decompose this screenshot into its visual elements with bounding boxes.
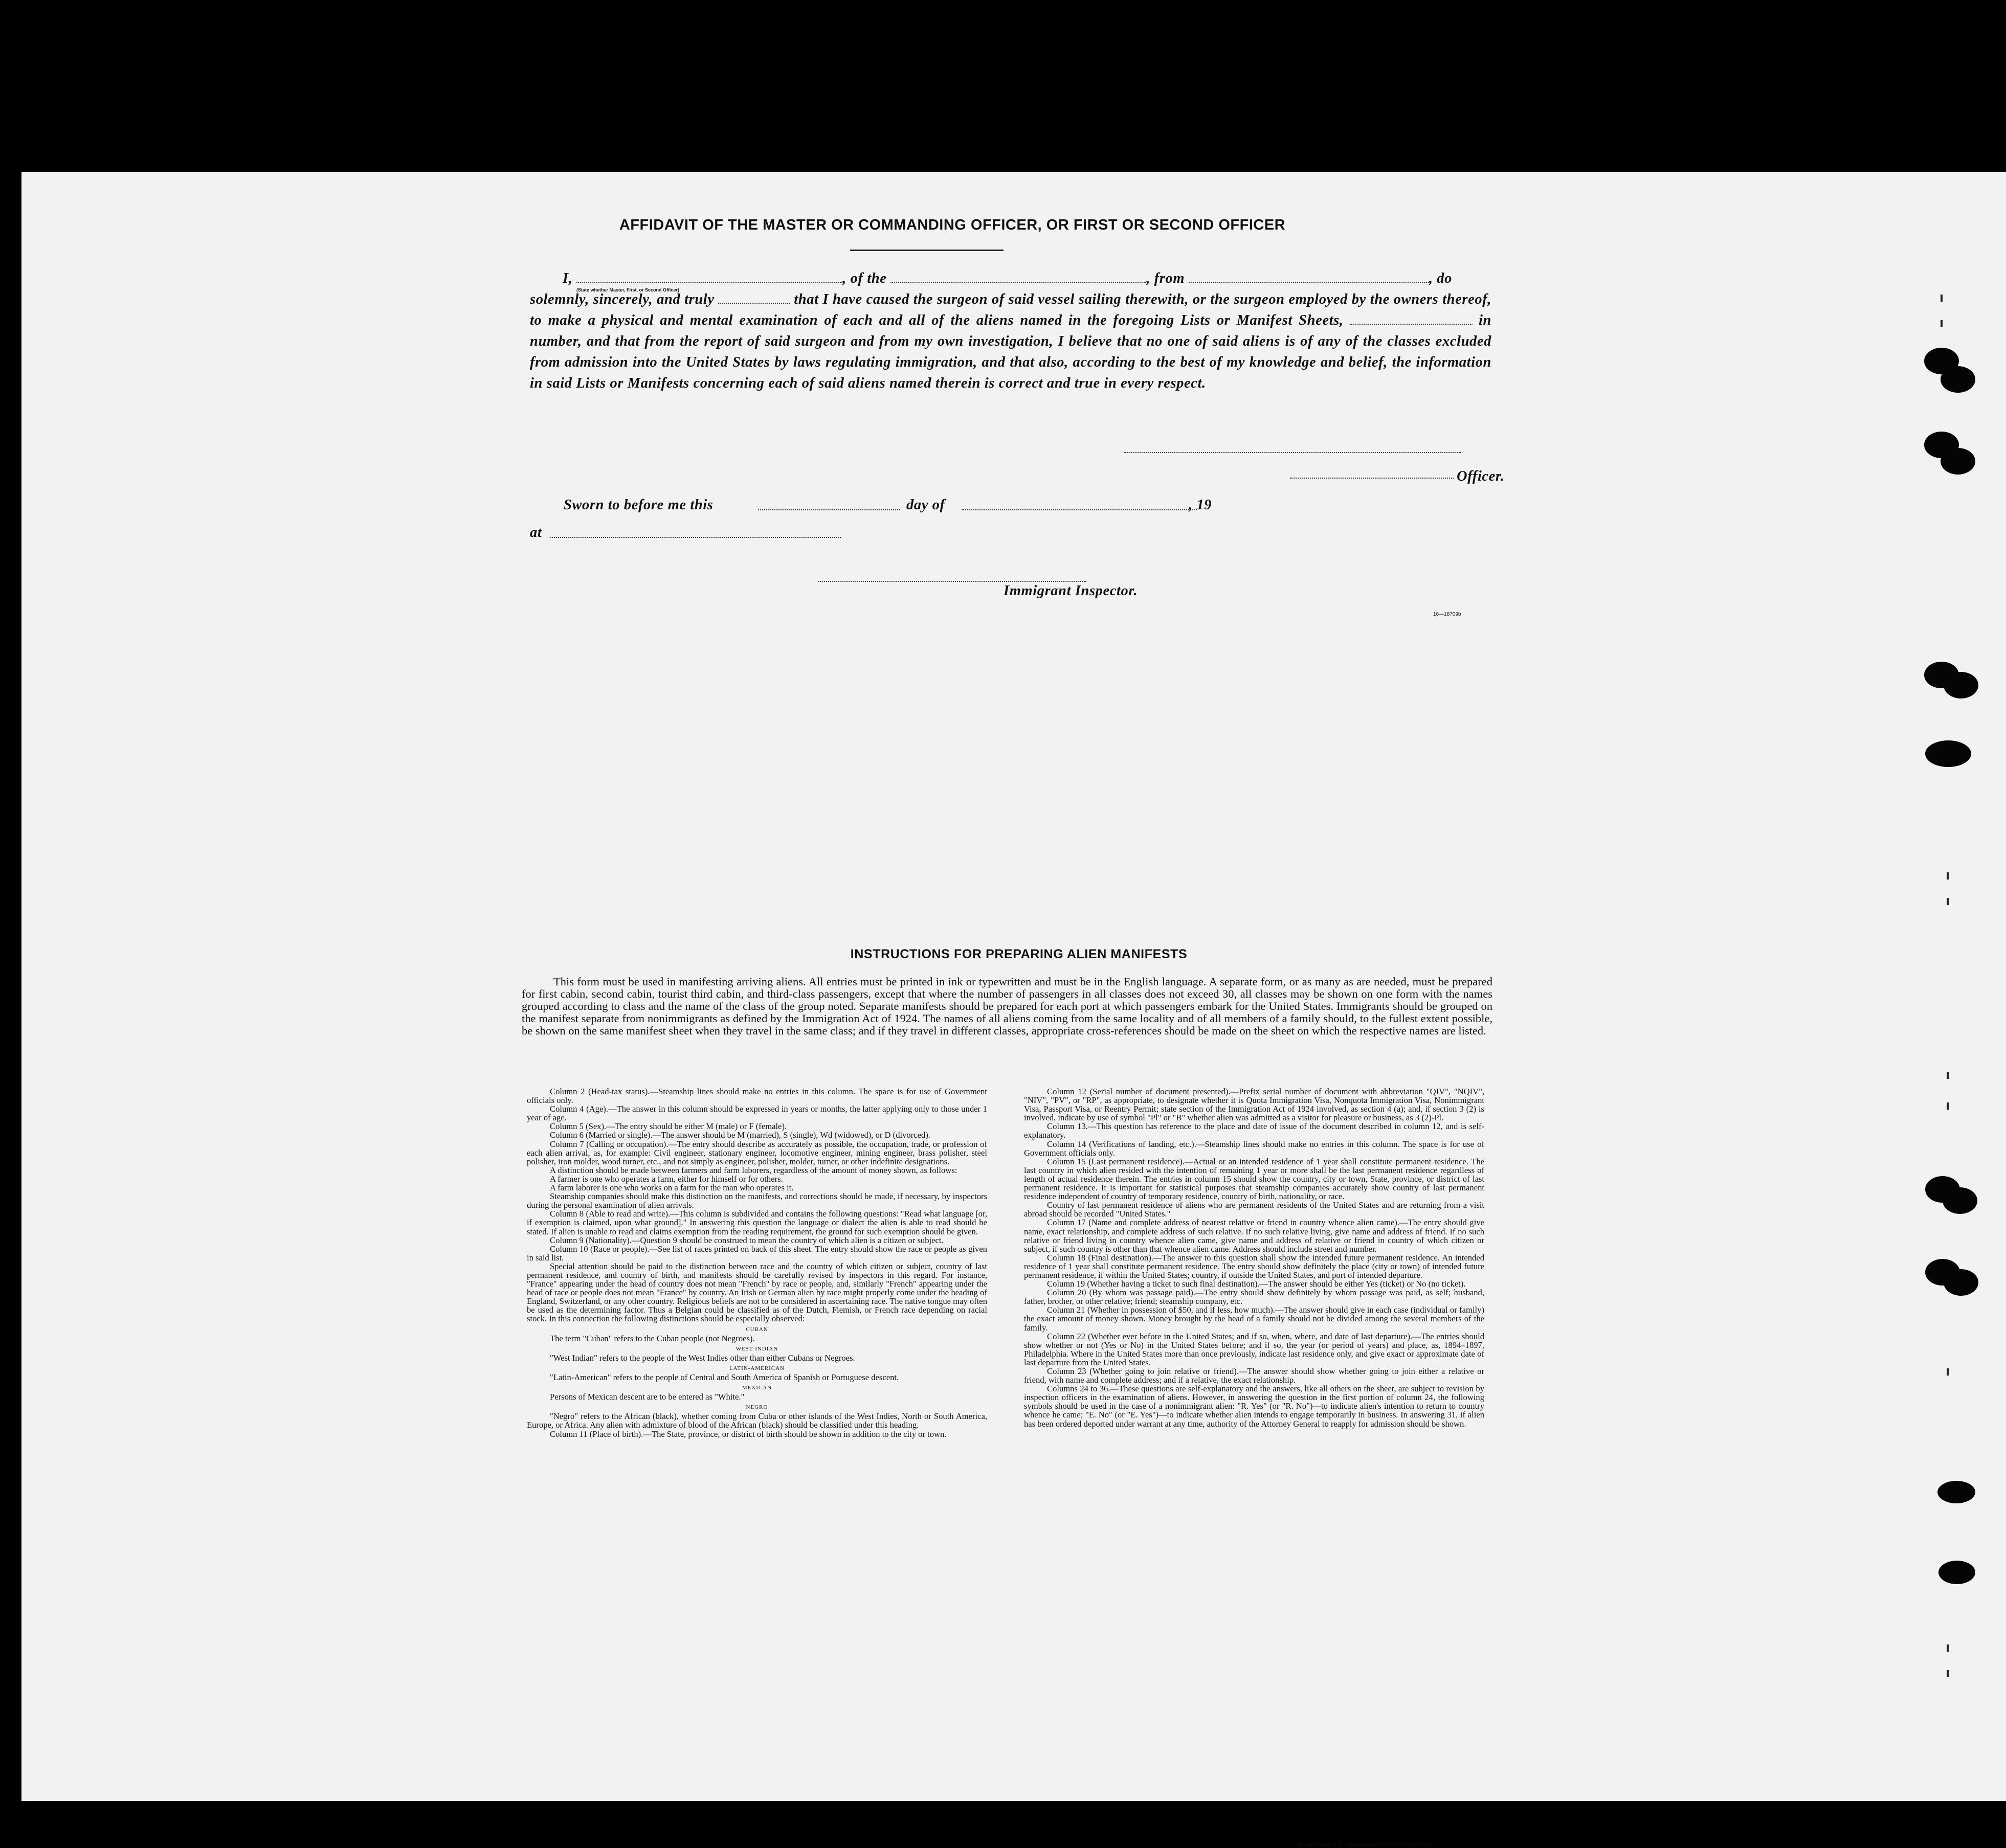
punch-hole xyxy=(1941,448,1975,475)
col6-paragraph: Column 6 (Married or single).—The answer should be M (married), S (single), Wd (widowed), or D (divorced). xyxy=(550,1130,930,1140)
port-from-blank[interactable] xyxy=(1189,271,1429,283)
heading-west-indian: WEST INDIAN xyxy=(735,1345,778,1352)
word-I: I, xyxy=(563,271,573,286)
steamship-distinction-paragraph: Steamship companies should make this distinction on the manifests, and corrections should be made, if necessary, by inspectors during the personal examination of alien arrivals. xyxy=(527,1191,987,1210)
negro-paragraph: "Negro" refers to the African (black), whether coming from Cuba or other islands of the West Indies, North or South America, Europe, or Africa. Any alien with admixture of blood of the African (black) should be classified under this heading. xyxy=(527,1411,987,1430)
col10-paragraph: Column 10 (Race or people).—See list of races printed on back of this sheet. The entry should show the race or people as given in said list. xyxy=(527,1244,987,1263)
inspector-label: Immigrant Inspector. xyxy=(1004,583,1138,599)
vessel-name-blank[interactable] xyxy=(890,271,1146,283)
manifest-sheet xyxy=(21,172,2006,1848)
master-note: (State whether Master, First, or Second Officer) xyxy=(576,287,680,292)
edge-tick xyxy=(1947,898,1949,905)
col2-paragraph: Column 2 (Head-tax status).—Steamship lines should make no entries in this column. The space is for use of Government officials only. xyxy=(527,1087,987,1106)
officer-rank-blank[interactable] xyxy=(576,271,842,283)
oath-form-blank[interactable] xyxy=(718,291,790,304)
affidavit-title: AFFIDAVIT OF THE MASTER OR COMMANDING OFFICER, OR FIRST OR SECOND OFFICER xyxy=(619,217,1286,233)
punch-hole xyxy=(1944,1269,1978,1296)
farmer-definition: A farmer is one who operates a farm, either for himself or for others. xyxy=(550,1174,783,1184)
punch-hole xyxy=(1938,1561,1975,1584)
sworn-day-line[interactable] xyxy=(758,509,900,510)
col12-paragraph: Column 12 (Serial number of document presented).—Prefix serial number of document with abbreviation "QIV", "NQIV", "NIV", "PV", or "RP", as appropriate, to designate whether it is Quota Immigration Visa, Nonquota Immigration Visa, Nonimmigrant Visa, Passport Visa, or Reentry Permit; state section of the Immigration Act of 1924 involved, as section 4 (a); and, if section 3 (2) is involved, indicate by use of symbol "Pl" or "B" whether alien was admitted as a visitor for pleasure or business, as 3 (2)-Pl. xyxy=(1024,1087,1484,1123)
col24-36-paragraph: Columns 24 to 36.—These questions are self-explanatory and the answers, like all others on the sheet, are subject to revision by inspection officers in the examination of aliens. However, in answering the question in the first portion of column 24, the following symbols should be used in the case of a nonimmigrant alien: "R. Yes" (or "R. No")—to indicate alien's intention to return to country whence he came; "E. No" (or "E. Yes")—to indicate whether alien intends to engage temporarily in business. In answering 31, if alien has been ordered deported under warrant at any time, authority of the Attorney General to reapply for admission should be shown. xyxy=(1024,1384,1484,1429)
latin-american-paragraph: "Latin-American" refers to the people of Central and South America of Spanish or Portuguese descent. xyxy=(550,1372,899,1382)
col20-paragraph: Column 20 (By whom was passage paid).—The entry should show definitely by whom passage was paid, as self; husband, father, brother, or other relative; friend; steamship company, etc. xyxy=(1024,1288,1484,1306)
col9-paragraph: Column 9 (Nationality).—Question 9 should be construed to mean the country of which alien is a citizen or subject. xyxy=(550,1235,944,1245)
instructions-right-column xyxy=(1024,1087,1484,1428)
edge-tick xyxy=(1947,1644,1949,1652)
instructions-title: INSTRUCTIONS FOR PREPARING ALIEN MANIFESTS xyxy=(850,947,1188,961)
last-residence-us-paragraph: Country of last permanent residence of aliens who are permanent residents of the United States and are returning from a visit abroad should be recorded "United States." xyxy=(1024,1200,1484,1219)
edge-tick xyxy=(1947,1670,1949,1677)
punch-hole xyxy=(1925,740,1971,767)
col14-paragraph: Column 14 (Verifications of landing, etc.).—Steamship lines should make no entries in this column. The space is for use of Government officials only. xyxy=(1024,1139,1484,1158)
west-indian-paragraph: "West Indian" refers to the people of the West Indies other than either Cubans or Negroes. xyxy=(550,1353,855,1363)
col17-paragraph: Column 17 (Name and complete address of nearest relative or friend in country whence alien came).—The entry should give name, exact relationship, and complete address of such relative. If no such relative living, give name and address of friend. If no such relative or friend living in country whence alien came, give name and address of relative or friend in country of which citizen or subject, if such country is other than that whence alien came. Address should include street and number. xyxy=(1024,1218,1484,1254)
affidavit-text-1: that I have caused the surgeon of said vessel sailing therewith, or the surgeon employed by the owners thereof, to make a physical and mental examination of each and all of the aliens named in the foregoing Lists or Manifest Sheets, xyxy=(530,291,1491,328)
word-of-the: , of the xyxy=(842,271,887,286)
year-label: , 19 xyxy=(1189,497,1212,513)
heading-negro: NEGRO xyxy=(746,1404,768,1411)
edge-tick xyxy=(1941,295,1943,302)
sheet-count-blank[interactable] xyxy=(1350,312,1473,325)
word-solemnly: solemnly, sincerely, and truly xyxy=(530,291,715,307)
affidavit-text-2: in number, and that from the report of said surgeon and from my own investigation, I believe that no one of said aliens is of any of the classes excluded from admission into the United States by laws regulating immigration, and that also, according to the best of my knowledge and belief, the information in said Lists or Manifests concerning each of said aliens named therein is correct and true in every respect. xyxy=(530,312,1491,391)
punch-hole xyxy=(1944,672,1978,698)
farmer-distinction-paragraph: A distinction should be made between farmers and farm laborers, regardless of the amount of money shown, as follows: xyxy=(550,1165,957,1175)
edge-tick xyxy=(1941,320,1943,327)
heading-cuban: CUBAN xyxy=(746,1326,768,1333)
officer-signature-line[interactable] xyxy=(1124,452,1461,453)
punch-hole xyxy=(1941,366,1975,393)
inspector-signature-line[interactable] xyxy=(818,581,1086,582)
farm-laborer-definition: A farm laborer is one who works on a farm for the man who operates it. xyxy=(550,1183,794,1193)
edge-tick xyxy=(1947,1368,1949,1376)
mexican-paragraph: Persons of Mexican descent are to be entered as "White." xyxy=(550,1392,745,1402)
col22-paragraph: Column 22 (Whether ever before in the United States; and if so, when, where, and date of last departure).—The entries should show whether or not (Yes or No) in the United States before; and if so, the year (or period of years) and place, as, 1894–1897, Philadelphia. Where in the United States more than once previously, indicate last residence only, and give exact or approximate date of last departure from the United States. xyxy=(1024,1331,1484,1367)
officer-name-line[interactable] xyxy=(1290,478,1454,479)
col7-paragraph: Column 7 (Calling or occupation).—The entry should describe as accurately as possible, the occupation, trade, or profession of each alien arrival, as, for example: Civil engineer, stationary engineer, locomotive engineer, mining engineer, brass polisher, steel polisher, iron molder, wood turner, etc., and not simply as engineer, polisher, molder, turner, or other indefinite designations. xyxy=(527,1139,987,1166)
instructions-intro xyxy=(522,976,1492,1037)
race-distinction-paragraph: Special attention should be paid to the distinction between race and the country of which citizen or subject, country of last permanent residence, and country of birth, and manifests should be carefully revised by inspectors in this regard. For instance, "France" appearing under the head of country does not mean "French" by race or people, and, similarly "French" appearing under the head of race or people does not mean "France" by country. An Irish or German alien by race might properly come under the heading of England, Switzerland, or any other country. Religious beliefs are not to be considered in ascertaining race. The native tongue may often be used as the determining factor. Thus a Belgian could be classified as of the Dutch, Flemish, or French race depending on racial stock. In this connection the following distinctions should be especially observed: xyxy=(527,1261,987,1324)
instructions-footer: 16—18709b-2 U. S. GOVERNMENT PRINTING OFFICE xyxy=(1297,1842,1432,1848)
sworn-label: Sworn to before me this xyxy=(564,497,714,513)
affidavit-form-number: 16—18709b xyxy=(1433,612,1461,617)
col8-paragraph: Column 8 (Able to read and write).—This column is subdivided and contains the following questions: "Read what language [or, if exemption is claimed, upon what ground]." In answering this question the language or dialect the alien is able to read should be stated. If alien is unable to read and claims exemption from the reading requirement, the ground for such exemption should be given. xyxy=(527,1209,987,1236)
word-from: , from xyxy=(1146,271,1185,286)
intro-paragraph: This form must be used in manifesting arriving aliens. All entries must be printed in ink or typewritten and must be in the English language. A separate form, or as many as are needed, must be prepared for first cabin, second cabin, tourist third cabin, and third-class passengers, except that where the number of passengers in all classes does not exceed 30, all classes may be shown on one form with the names grouped according to class and the name of the class of the group noted. Separate manifests should be prepared for each port at which passengers embark for the United States. Immigrants should be grouped on the manifest separate from nonimmigrants as defined by the Immigration Act of 1924. The names of all aliens coming from the same locality and of all members of a family should, to the fullest extent possible, be shown on the same manifest sheet when they travel in the same class; and if they travel in different classes, appropriate cross-references should be made on the sheet on which the respective names are listed. xyxy=(522,975,1492,1037)
col4-paragraph: Column 4 (Age).—The answer in this column should be expressed in years or months, the latter applying only to those under 1 year of age. xyxy=(527,1104,987,1123)
col15-paragraph: Column 15 (Last permanent residence).—Actual or an intended residence of 1 year shall constitute permanent residence. The last country in which alien resided with the intention of remaining 1 year or more shall be the last permanent residence regardless of length of actual residence therein. The entries in column 15 should show the country, city or town, State, province, or district of last permanent residence. It is important for statistical purposes that steamship companies accurately show country of last permanent residence independent of country of temporary residence, country of birth, nationality, or race. xyxy=(1024,1156,1484,1202)
title-underline xyxy=(850,250,1004,251)
punch-hole xyxy=(1943,1187,1977,1214)
day-of-label: day of xyxy=(906,497,945,513)
word-do: , do xyxy=(1429,271,1452,286)
col11-paragraph: Column 11 (Place of birth).—The State, province, or district of birth should be shown in addition to the city or town. xyxy=(550,1429,947,1439)
sworn-place-line[interactable] xyxy=(550,537,841,538)
at-label: at xyxy=(530,525,542,540)
col21-paragraph: Column 21 (Whether in possession of $50, and if less, how much).—The answer should give in each case (individual or family) the exact amount of money shown. Money brought by the head of a family should not be divided among the several members of the family. xyxy=(1024,1305,1484,1333)
heading-latin-american: LATIN-AMERICAN xyxy=(729,1365,785,1371)
col5-paragraph: Column 5 (Sex).—The entry should be either M (male) or F (female). xyxy=(550,1121,787,1132)
officer-label: Officer. xyxy=(1457,468,1505,484)
punch-hole xyxy=(1937,1481,1975,1503)
col23-paragraph: Column 23 (Whether going to join relative or friend).—The answer should show whether going to join either a relative or friend, with name and complete address; and if a relative, the exact relationship. xyxy=(1024,1366,1484,1385)
edge-tick xyxy=(1947,1102,1949,1110)
heading-mexican: MEXICAN xyxy=(742,1385,772,1391)
edge-tick xyxy=(1947,1072,1949,1079)
col13-paragraph: Column 13.—This question has reference to the place and date of issue of the document described in column 12, and is self-explanatory. xyxy=(1024,1121,1484,1140)
col18-paragraph: Column 18 (Final destination).—The answer to this question shall show the intended future permanent residence. An intended residence of 1 year shall constitute permanent residence. The entry should show definitely the place (city or town) of intended future permanent residence, if within the United States; country, if outside the United States, and port of intended departure. xyxy=(1024,1252,1484,1280)
col19-paragraph: Column 19 (Whether having a ticket to such final destination).—The answer should be either Yes (ticket) or No (no ticket). xyxy=(1047,1279,1466,1289)
instructions-left-column xyxy=(527,1087,987,1438)
sworn-month-line[interactable] xyxy=(962,509,1197,510)
cuban-paragraph: The term "Cuban" refers to the Cuban people (not Negroes). xyxy=(550,1333,755,1343)
edge-tick xyxy=(1947,872,1949,880)
affidavit-body xyxy=(530,268,1491,394)
